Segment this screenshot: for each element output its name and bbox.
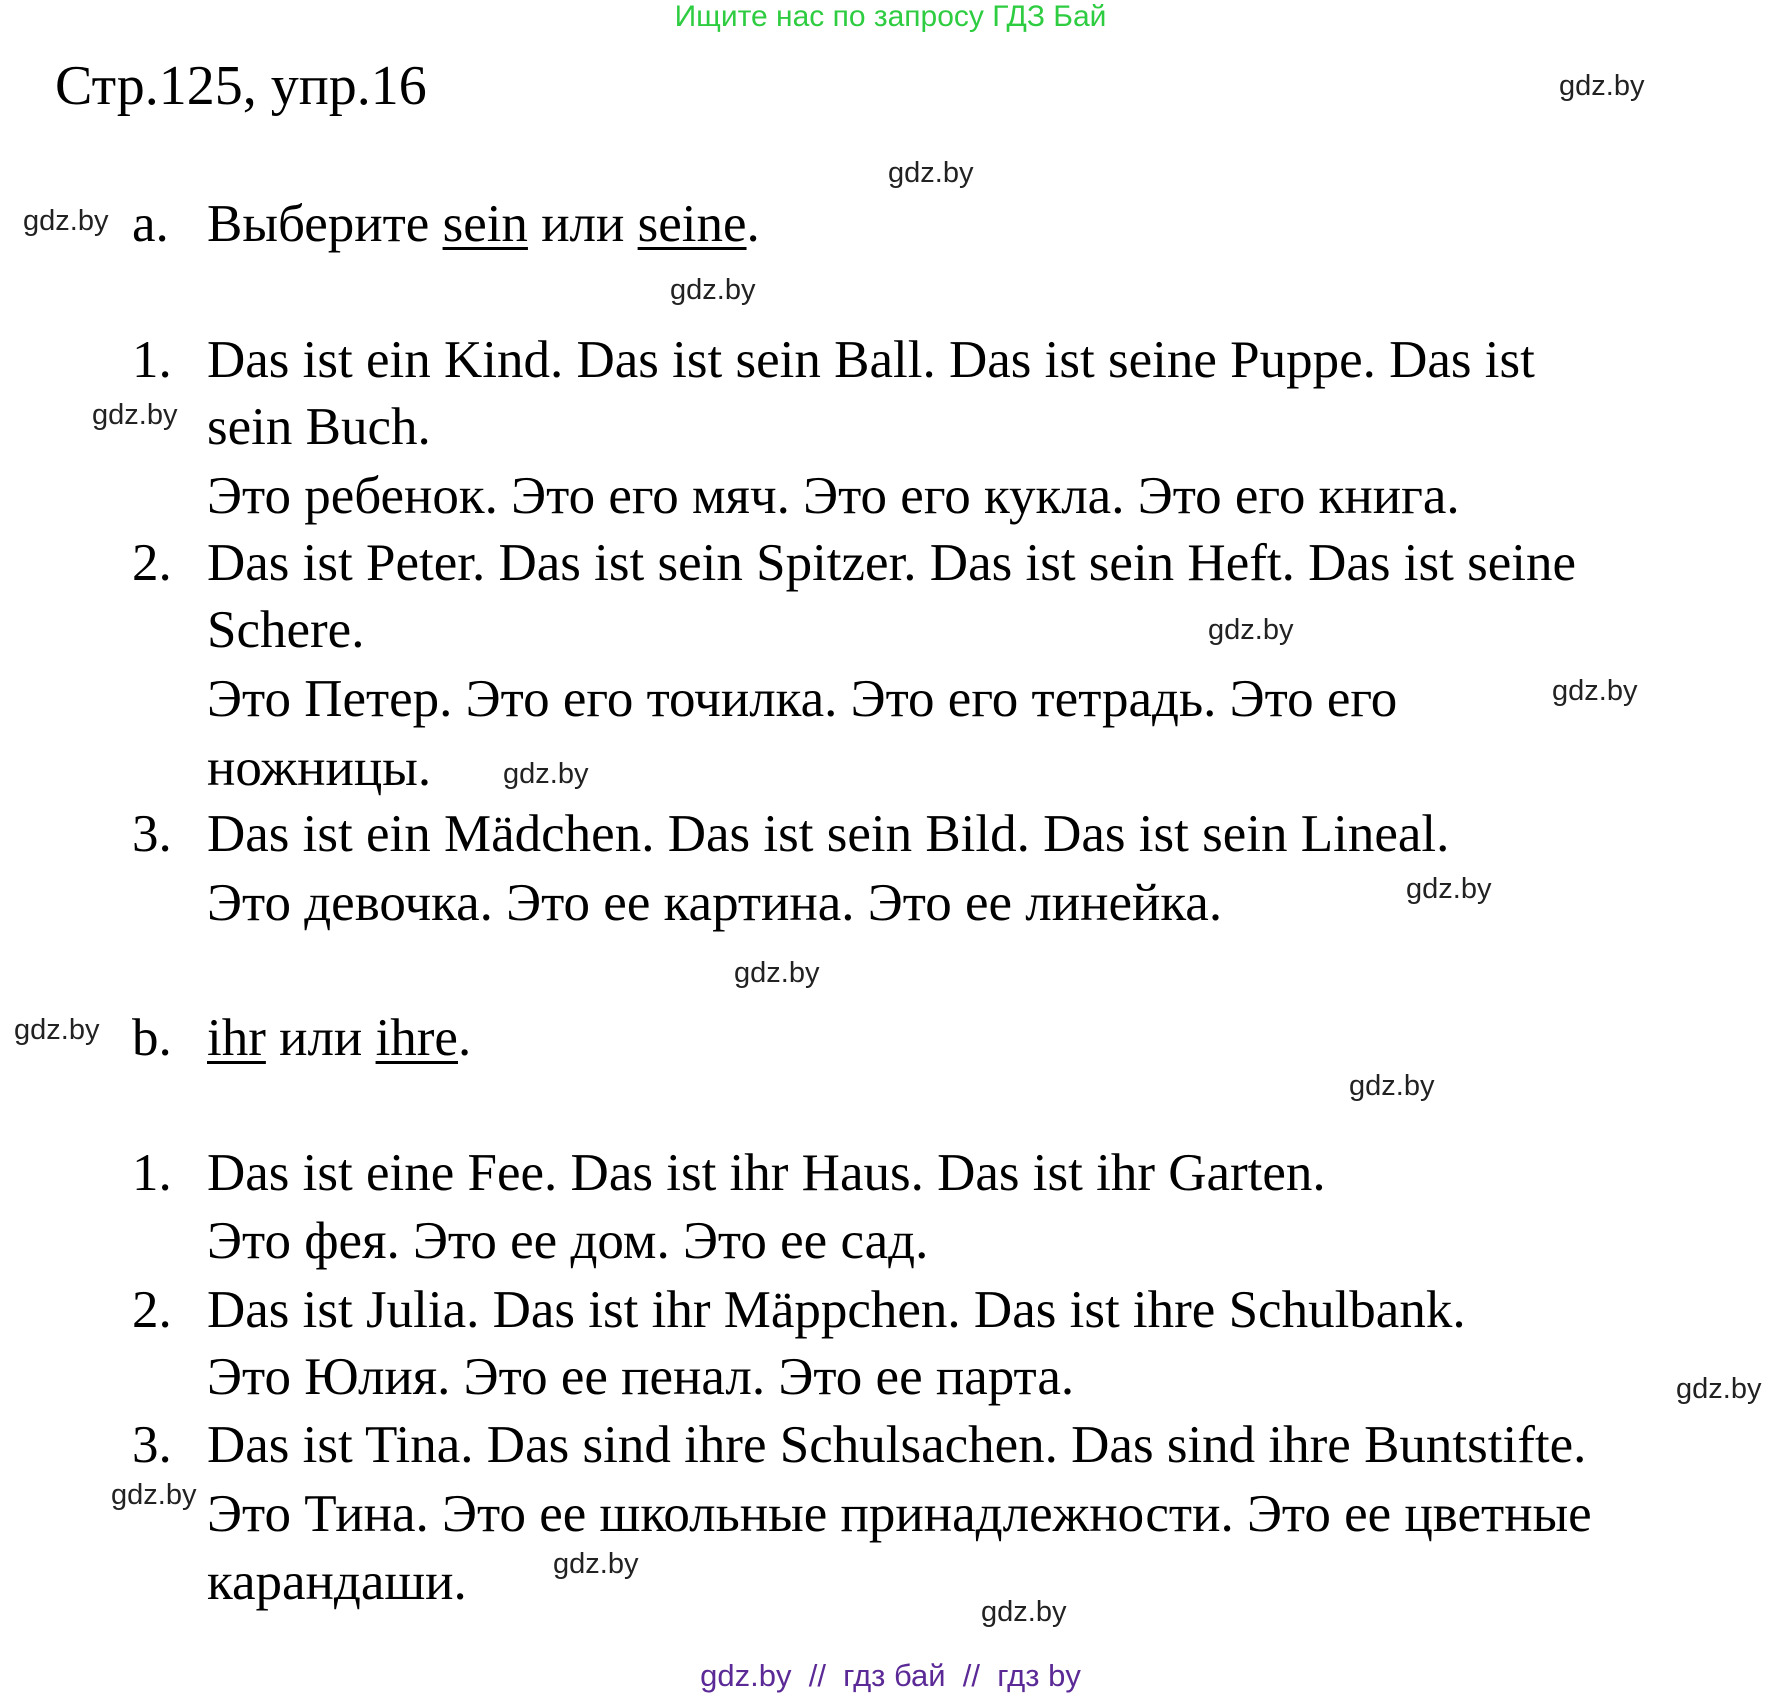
russian-line: Это девочка. Это ее картина. Это ее линейка. bbox=[207, 874, 1223, 932]
russian-line: Это Тина. Это ее школьные принадлежности. Это ее цветные bbox=[207, 1485, 1592, 1543]
underlined-word-sein: sein bbox=[442, 195, 528, 253]
russian-line: ножницы. bbox=[207, 739, 432, 797]
watermark: gdz.by bbox=[503, 758, 589, 790]
item-number: 2. bbox=[132, 534, 172, 592]
watermark: gdz.by bbox=[92, 399, 178, 431]
heading-prefix: Выберите bbox=[207, 195, 430, 253]
russian-line: Это Петер. Это его точилка. Это его тетрадь. Это его bbox=[207, 670, 1398, 728]
russian-line: Это фея. Это ее дом. Это ее сад. bbox=[207, 1212, 929, 1270]
underlined-word-seine: seine bbox=[637, 195, 747, 253]
section-b-marker: b. bbox=[132, 1009, 172, 1067]
watermark: gdz.by bbox=[1559, 70, 1645, 102]
heading-middle: или bbox=[279, 1009, 363, 1067]
bottom-banner[interactable]: gdz.by // гдз бай // гдз by bbox=[700, 1658, 1081, 1693]
underlined-word-ihre: ihre bbox=[375, 1009, 458, 1067]
watermark: gdz.by bbox=[111, 1479, 197, 1511]
watermark: gdz.by bbox=[888, 157, 974, 189]
russian-line: карандаши. bbox=[207, 1553, 467, 1611]
watermark: gdz.by bbox=[1552, 675, 1638, 707]
item-number: 3. bbox=[132, 805, 172, 863]
item-number: 1. bbox=[132, 1144, 172, 1202]
page-title: Стр.125, упр.16 bbox=[55, 55, 427, 117]
watermark: gdz.by bbox=[981, 1596, 1067, 1628]
german-line: Das ist ein Mädchen. Das ist sein Bild. Das ist sein Lineal. bbox=[207, 805, 1450, 863]
german-line: Das ist Julia. Das ist ihr Mäppchen. Das ist ihre Schulbank. bbox=[207, 1281, 1466, 1339]
german-line: Das ist ein Kind. Das ist sein Ball. Das ist seine Puppe. Das ist bbox=[207, 331, 1535, 389]
watermark: gdz.by bbox=[1349, 1070, 1435, 1102]
german-line: Schere. bbox=[207, 601, 365, 659]
german-line: sein Buch. bbox=[207, 398, 431, 456]
watermark: gdz.by bbox=[553, 1548, 639, 1580]
item-number: 2. bbox=[132, 1281, 172, 1339]
underlined-word-ihr: ihr bbox=[207, 1009, 266, 1067]
heading-middle: или bbox=[541, 195, 625, 253]
heading-suffix: . bbox=[457, 1009, 472, 1067]
section-a-heading bbox=[207, 195, 760, 253]
watermark: gdz.by bbox=[734, 957, 820, 989]
item-number: 3. bbox=[132, 1416, 172, 1474]
item-number: 1. bbox=[132, 331, 172, 389]
russian-line: Это ребенок. Это его мяч. Это его кукла. Это его книга. bbox=[207, 467, 1460, 525]
section-a-marker: a. bbox=[132, 195, 169, 253]
watermark: gdz.by bbox=[1676, 1373, 1762, 1405]
watermark: gdz.by bbox=[1406, 873, 1492, 905]
watermark: gdz.by bbox=[1208, 614, 1294, 646]
german-line: Das ist Tina. Das sind ihre Schulsachen. Das sind ihre Buntstifte. bbox=[207, 1416, 1587, 1474]
watermark: gdz.by bbox=[23, 205, 109, 237]
top-banner[interactable]: Ищите нас по запросу ГДЗ Бай bbox=[674, 0, 1107, 33]
russian-line: Это Юлия. Это ее пенал. Это ее парта. bbox=[207, 1348, 1075, 1406]
heading-suffix: . bbox=[746, 195, 760, 253]
watermark: gdz.by bbox=[670, 274, 756, 306]
section-b-heading bbox=[207, 1009, 472, 1067]
german-line: Das ist Peter. Das ist sein Spitzer. Das ist sein Heft. Das ist seine bbox=[207, 534, 1576, 592]
german-line: Das ist eine Fee. Das ist ihr Haus. Das ist ihr Garten. bbox=[207, 1144, 1326, 1202]
watermark: gdz.by bbox=[14, 1014, 100, 1046]
